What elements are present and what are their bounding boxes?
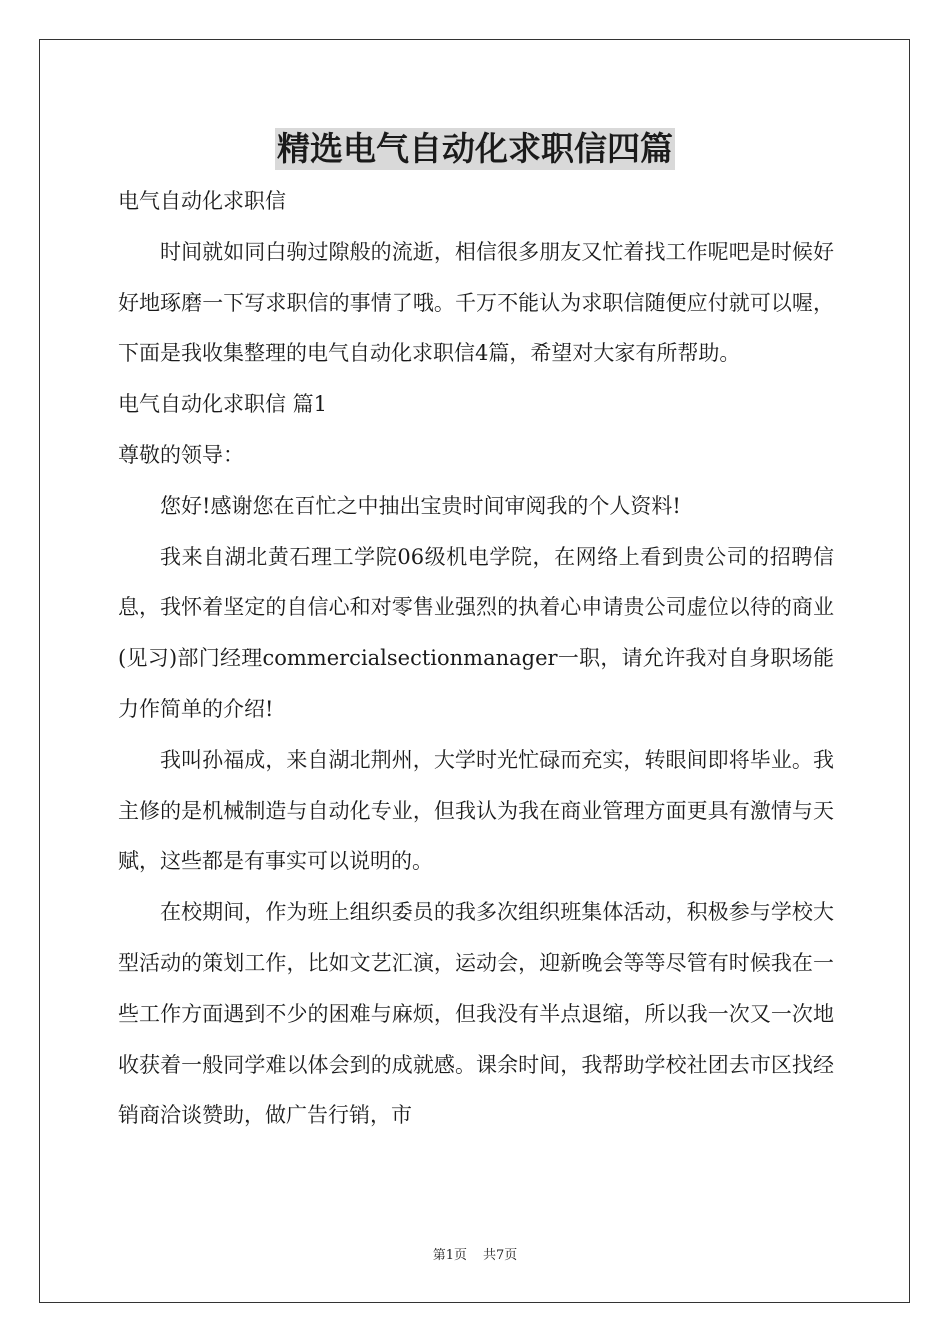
paragraph-intro: 时间就如同白驹过隙般的流逝，相信很多朋友又忙着找工作呢吧是时候好好地琢磨一下写求职信的事情了哦。千万不能认为求职信随便应付就可以喔，下面是我收集整理的电气自动化求职信4篇，希望对大家有所帮助。 <box>118 239 834 366</box>
document-body <box>118 176 834 1141</box>
document-title <box>0 128 950 170</box>
paragraph-introduction: 我来自湖北黄石理工学院06级机电学院，在网络上看到贵公司的招聘信息，我怀着坚定的自信心和对零售业强烈的执着心申请贵公司虚位以待的商业(见习)部门经理commercialsectionmanager一职，请允许我对自身职场能力作简单的介绍! <box>118 544 834 721</box>
paragraph-greeting: 您好!感谢您在百忙之中抽出宝贵时间审阅我的个人资料! <box>160 493 681 518</box>
paragraph-salutation: 尊敬的领导： <box>118 442 244 467</box>
page-footer <box>0 1248 950 1264</box>
page-number-current: 第1页 <box>432 1248 467 1263</box>
paragraph-heading-main: 电气自动化求职信 <box>118 189 286 213</box>
page-number-total: 共7页 <box>483 1248 518 1263</box>
paragraph-experience: 在校期间，作为班上组织委员的我多次组织班集体活动，积极参与学校大型活动的策划工作，比如文艺汇演，运动会，迎新晚会等等尽管有时候我在一些工作方面遇到不少的困难与麻烦，但我没有半点退缩，所以我一次又一次地收获着一般同学难以体会到的成就感。课余时间，我帮助学校社团去市区找经销商洽谈赞助，做广告行销，市 <box>118 900 834 1128</box>
document-title-text: 精选电气自动化求职信四篇 <box>277 129 673 168</box>
paragraph-section-heading: 电气自动化求职信 篇1 <box>118 392 328 417</box>
paragraph-background: 我叫孙福成，来自湖北荆州，大学时光忙碌而充实，转眼间即将毕业。我主修的是机械制造与自动化专业，但我认为我在商业管理方面更具有激情与天赋，这些都是有事实可以说明的。 <box>118 747 834 874</box>
